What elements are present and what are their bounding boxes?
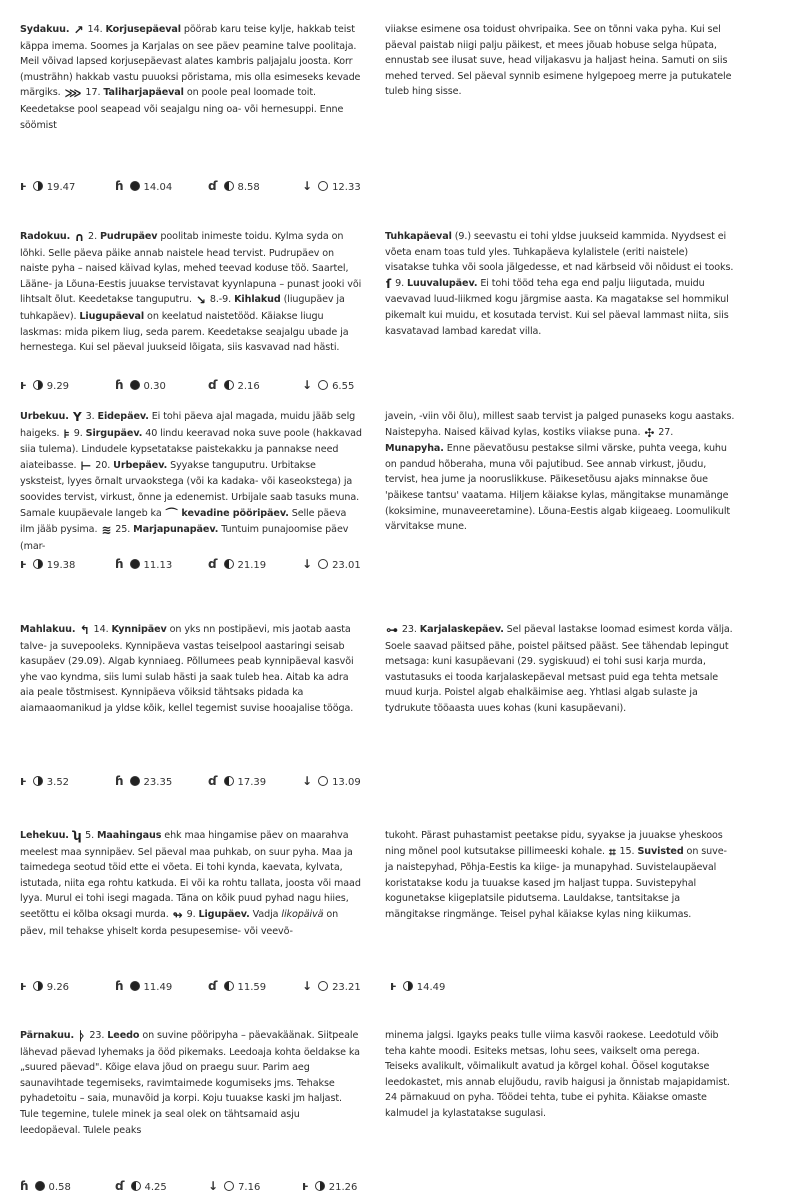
text-run: likopäivä [281,908,324,920]
moon-glyph-icon: ⱶ [20,378,27,392]
left-column-text [20,229,362,356]
moon-phase-time: 17.39 [237,777,267,788]
text-run: 8.-9. [206,294,235,306]
moon-phase-time: 11.49 [143,982,173,993]
moon-phase-time: 21.19 [237,560,267,571]
moon-glyph-icon: ↓ [302,378,313,392]
moon-phase-icon [315,1181,325,1191]
runic-symbol-icon: ↰ [79,623,90,637]
moon-phase-icon [33,181,43,191]
moon-phase-time: 4.25 [144,1182,167,1193]
moon-glyph-icon: ɦ [115,979,124,993]
moon-glyph-icon: ɗ [208,179,218,193]
moon-glyph-icon: ⱶ [20,557,27,571]
holiday-name: Mahlakuu. [20,624,79,635]
moon-glyph-icon: ⱶ [390,979,397,993]
runic-symbol-icon: ⊧ [63,426,70,441]
holiday-name: kevadine pööripäev. [181,507,289,519]
moon-phase-icon [403,981,413,991]
moon-phase-icon [131,1181,141,1191]
moon-phase-time: 0.30 [143,381,166,392]
text-run: 17. [82,87,104,99]
moon-phase-item [302,978,361,996]
holiday-name: Kynnipäev [111,624,167,635]
runic-symbol-icon: ↗ [73,23,84,37]
holiday-name: Urbepäev. [113,459,168,471]
holiday-name: Ligupäev. [198,908,250,920]
runic-symbol-icon: ᚦ [78,1029,86,1043]
moon-phase-item [20,773,69,791]
holiday-name: Kihlakud [234,294,281,306]
text-run: 9. [70,427,86,439]
moon-phase-item [115,377,166,395]
moon-glyph-icon: ɦ [115,774,124,788]
moon-phase-time: 14.04 [143,182,173,193]
right-column-text [385,229,735,339]
moon-phase-item [302,773,361,791]
moon-phase-icon [224,181,234,191]
text-run: 5. [82,830,97,841]
moon-glyph-icon: ɦ [115,557,124,571]
holiday-name: Lehekuu. [20,830,73,841]
text-run: viiakse esimene osa toidust ohvripaika. See on tõnni vaka pyha. Kui sel päeval paistab niigi palju päikest, et mees jõuab hobuse selga hüpata, ennustab see ilusat suve, head viljakasvu ja haljast heina. Samuti on siis mehed terved. Sel päeval synnib esimene hylgepoeg merre ja putukatele tuleb hing sisse. [385,24,732,98]
runic-symbol-icon: ⊢ [80,458,92,473]
moon-phase-icon [35,1181,45,1191]
moon-phase-time: 9.29 [46,381,70,392]
moon-phase-item [20,556,75,574]
moon-phase-icon [318,380,328,390]
moon-phase-time: 19.38 [46,560,76,571]
moon-phase-item [20,377,69,395]
moon-glyph-icon: ɗ [208,979,218,993]
moon-phase-icon [130,380,140,390]
moon-phase-item [20,1178,71,1196]
holiday-name: Liugupäeval [79,310,145,322]
moon-phase-item [302,1178,357,1196]
moon-phase-icon [130,559,140,569]
text-run: 9. [392,277,407,289]
runic-symbol-icon: ⊶ [386,623,398,637]
moon-phase-time: 13.09 [332,777,361,788]
moon-phase-item [20,178,75,196]
moon-phase-time: 21.26 [328,1182,358,1193]
moon-phase-icon [318,981,328,991]
moon-phase-icon [224,776,234,786]
runic-symbol-icon: ↘ [195,293,206,308]
text-run: ehk maa hingamise päev on maarahva meelest maa synnipäev. Sel päeval maa puhkab, on suur pyha. Maa ja taimedega seotud töid ette ei võeta. Ei tohi kynda, kaevata, kylvata, istutada, niita ega rohtu katkuda. Ei või ka rohtu tallata, joosta või maad lyya. Murul ei tohi isegi magada. Täna on kõik puud pyhad nagu hiies, seetõttu ei kõlba oksagi murda. [20,830,361,920]
moon-glyph-icon: ⱶ [20,979,27,993]
moon-phase-icon [318,776,328,786]
moon-glyph-icon: ↓ [302,979,313,993]
text-run: 14. [90,624,112,635]
moon-phase-item [115,1178,167,1196]
text-run: Enne päevatõusu pestakse silmi värske, puhta veega, kuhu on pandud hõberaha, muna või pajutibud. See annab virkust, jõudu, tervist, hea jume ja nooruslikkuse. Päikesetõusu ajaks minnakse õue 'päikese tantsu' vaatama. Hiljem käiakse kylas, mängitakse munamänge (koksimine, munaveeretamine). Lõuna-Eestis algab kiigeaeg. Loomulikult värvitakse mune. [385,443,731,533]
moon-glyph-icon: ɗ [115,1179,125,1193]
left-column-text [20,409,362,554]
moon-phase-icon [224,1181,234,1191]
right-column-text [385,622,735,717]
moon-phase-icon [130,181,140,191]
moon-glyph-icon: ↓ [302,557,313,571]
moon-phase-icon [318,181,328,191]
moon-phase-item [208,773,266,791]
runic-symbol-icon: ʮ [73,829,82,843]
moon-phase-icon [130,981,140,991]
moon-phase-time: 11.13 [143,560,173,571]
moon-glyph-icon: ɦ [115,179,124,193]
moon-phase-row [20,556,780,572]
text-run: poolitab inimeste toidu. Kylma syda on lõhki. Selle päeva päike annab naistele head tervist. Pudrupäev on naiste pyha – naised käivad kylas, mehed teevad koduse töö. Saartel, Lääne- ja Lõuna-Eestis juuakse tervistavat kyynlapuna – punast jooki või lihtsalt õlut. Keedetakse tanguputru. [20,231,362,306]
holiday-name: Sydakuu. [20,24,73,35]
moon-glyph-icon: ↓ [208,1179,219,1193]
moon-phase-time: 14.49 [416,982,446,993]
holiday-name: Urbekuu. [20,411,73,422]
text-run: on suvine pööripyha – päevakäänak. Siitpeale lähevad päevad lyhemaks ja ööd pikemaks. Leedoaja kohta öeldakse ka „suured päevad". Kõige elava jõud on praegu suur. Parim aeg saunavihtade tegemiseks, ravimtaimede kogumiseks jms. Tehakse pyhadetoitu – saia, munavõid ja korpi. Koju tuuakse kaski jm haljast. Tule tegemine, tulele minek ja seal olek on tähtsamaid asju leedopäeval. Tulele peaks [20,1030,360,1136]
moon-glyph-icon: ɦ [115,378,124,392]
moon-phase-time: 23.35 [143,777,173,788]
left-column-text [20,1028,362,1138]
runic-symbol-icon: ≋ [101,523,112,538]
moon-phase-item [115,178,172,196]
moon-phase-icon [224,981,234,991]
text-run: on poole peal loomade toit. Keedetakse pool seapead või seajalgu ning oa- või hernesuppi. Enne söömist [20,87,344,131]
text-run: Vadja [249,908,282,920]
moon-phase-time: 2.16 [237,381,260,392]
holiday-name: Marjapunapäev. [133,524,219,536]
text-run: 3. [82,411,98,422]
text-run: 27. [655,426,674,438]
runic-symbol-icon: ⌒ [165,506,178,521]
moon-glyph-icon: ⱶ [20,179,27,193]
text-run: 2. [85,231,100,242]
text-run: on suve- ja naistepyhad, Põhja-Eestis ka kiige- ja munapyhad. Suvistelaupäeval koristatakse kodu ja tuuakse kased jm haljast tuppa. Suvistepyhal kogunetakse kiigeplatsile pidutsema. Lauldakse, tantsitakse ja mängitakse ringmänge. Teisel pyhal käiakse kylas ning kiikumas. [385,845,727,920]
text-run: on yks nn postipäevi, mis jaotab aasta talve- ja suvepooleks. Kynnipäeva vastas teiselpool aastaringi seisab kasupäev (29.09). Algab kynniaeg. Põllumees peab kynnipäeval kasvõi yhe vao kyndma, siis lumi sulab hästi ja saak tuleb hea. Aitab ka adra aia peale tõstmisest. Kynnipäeva võiksid tähtsaks pidada ka aiamaaomanikud ja yldse kõik, kellel tegemist suvise hooajalise tööga. [20,624,354,714]
moon-phase-item [115,556,172,574]
moon-phase-item [208,377,260,395]
moon-phase-time: 7.16 [238,1182,261,1193]
text-run: tukoht. Pärast puhastamist peetakse pidu, syyakse ja juuakse yheskoos ning mõnel pool kutsutakse pillimeeski kohale. [385,830,723,857]
holiday-name: Korjusepäeval [105,24,181,35]
moon-glyph-icon: ɗ [208,557,218,571]
text-run: 9. [183,908,199,920]
holiday-name: Luuvalupäev. [406,277,478,289]
text-run: javein, -viin või õlu), millest saab tervist ja palged punaseks kogu aastaks. Naistepyha. Naised käivad kylas, kostiks viiakse puna. [385,411,735,438]
right-column-text [385,1028,735,1122]
moon-phase-item [208,556,266,574]
text-run: Syyakse tanguputru. Urbitakse ysksteist, lyyes õrnalt urvaokstega (või ka kadaka- või kaseokstega) ja soovides tervist, virkust, õnne ja edenemist. Urbijale saab tasuks muna. Samale kuupäevale langeb ka [20,459,360,519]
moon-phase-row [20,1178,780,1194]
moon-phase-item [208,1178,260,1196]
moon-phase-item [302,377,354,395]
text-run: pöörab karu teise kylje, hakkab teist käppa imema. Soomes ja Karjalas on see päev peamine talve poolitaja. Meil võivad lapsed korjusepäevast alates kambris paljajalu joosta. Korr (musträhn) hakkab vastu puuoksi põristama, mis olla esimeseks kevade märgiks. [20,24,361,99]
holiday-name: Pudrupäev [99,231,158,242]
moon-phase-time: 0.58 [48,1182,71,1193]
moon-phase-time: 9.26 [46,982,70,993]
text-run: Ei tohi tööd teha ega end palju liigutada, muidu vaevavad luud-liikmed kogu järgmise aasta. Ka magatakse sel hommikul pikemalt kui muidu, et kosutada tervist. Kui sel päeval lammast niita, siis kasvatavad lambad karedat villa. [385,277,729,337]
text-run: 23. [86,1030,108,1041]
moon-phase-time: 11.59 [237,982,267,993]
moon-phase-icon [130,776,140,786]
holiday-name: Pärnakuu. [20,1030,78,1041]
right-column-text [385,828,735,923]
moon-glyph-icon: ɗ [208,378,218,392]
runic-symbol-icon: ⌗ [608,844,616,859]
text-run: 20. [92,459,114,471]
left-column-text [20,828,362,939]
holiday-name: Suvisted [637,845,684,857]
text-run: Sel päeval lastakse loomad esimest korda välja. Soele saavad päitsed pähe, poistel päitsed pääst. See tähendab lepingut metsaga: kuni kasupäevani (29. sygiskuud) ei tohi susi karja murda, vastutasuks ei tooda karjalaskepäeval metsast puid ega tehta metsale muud kurja. Poistel algab ehalkäimise aeg. Yhtlasi algab sulaste ja tydrukute tööaasta uues kohas (kuni kasupäevani). [385,624,733,714]
holiday-name: Sirgupäev. [85,427,143,439]
runic-symbol-icon: ⋙ [64,86,82,101]
runic-symbol-icon: ↬ [172,907,183,922]
moon-phase-icon [224,380,234,390]
holiday-name: Taliharjapäeval [103,87,184,99]
moon-glyph-icon: ɗ [208,774,218,788]
left-column-text [20,622,362,717]
moon-phase-item [390,978,445,996]
runic-symbol-icon: ſ [386,276,392,291]
moon-glyph-icon: ⱶ [20,774,27,788]
moon-phase-item [20,978,69,996]
moon-phase-icon [33,776,43,786]
holiday-name: Maahingaus [96,830,162,841]
left-column-text [20,22,362,133]
moon-phase-item [115,978,172,996]
moon-glyph-icon: ɦ [20,1179,29,1193]
moon-phase-icon [318,559,328,569]
text-run: minema jalgsi. Igayks peaks tulle viima kasvõi raokese. Leedotuld võib teha kahte moodi. Esiteks metsas, lohu sees, vaikselt oma perega. Teiseks avalikult, võimalikult avatud ja kõrgel kohal. Öösel kogutakse leedokastet, mis annab elujõudu, ravib haigusi ja õnnistab majapidamist. 24 pärnakuud on pyha. Töödei tehta, tube ei pyhita. Käiakse omaste kalmudel ja kylastatakse sugulasi. [385,1030,730,1119]
moon-phase-row [20,773,780,789]
moon-phase-item [302,556,361,574]
moon-phase-time: 12.33 [332,182,361,193]
moon-phase-time: 19.47 [46,182,76,193]
moon-glyph-icon: ⱶ [302,1179,309,1193]
text-run: 14. [84,24,106,35]
text-run: Ei tohi päeva ajal magada, muidu jääb selg haigeks. [20,411,356,439]
moon-phase-time: 3.52 [46,777,70,788]
holiday-name: Munapyha. [385,443,444,455]
moon-phase-time: 23.21 [332,982,361,993]
holiday-name: Karjalaskepäev. [419,624,504,635]
text-run: Tuntuim punajoomise päev (mar- [20,524,349,552]
holiday-name: Radokuu. [20,231,74,242]
moon-phase-icon [33,559,43,569]
moon-phase-icon [33,380,43,390]
text-run: on päev, mil tehakse yhiselt korda pesupesemise- või veevõ- [20,908,339,937]
text-run: 23. [398,624,420,635]
moon-phase-item [208,978,266,996]
runic-symbol-icon: ∩ [74,230,85,244]
holiday-name: Eidepäev. [97,411,149,422]
text-run: 15. [616,845,638,857]
text-run: on keelatud naistetööd. Käiakse liugu laskmas: mida pikem liug, seda parem. Keedetakse seajalgu ubade ja hernestega. Kui sel päeval juukseid lõigata, siis kasvavad nad hästi. [20,310,349,354]
runic-symbol-icon: ✣ [644,425,655,440]
moon-phase-item [115,773,172,791]
moon-phase-row [20,178,780,194]
moon-phase-item [208,178,260,196]
text-run: 40 lindu keeravad noka suve poole (hakkavad siia tulema). Lindudele kypsetatakse paistekakku ja pannakse need aiateibasse. [20,427,362,471]
moon-glyph-icon: ↓ [302,774,313,788]
right-column-text [385,22,735,100]
text-run: Selle päeva ilm jääb pysima. [20,507,347,536]
text-run: 25. [112,524,134,536]
text-run: (liugupäev ja tuhkapäev). [20,294,345,322]
runic-symbol-icon: Y [73,410,82,424]
moon-phase-item [302,178,361,196]
moon-phase-row [20,377,780,393]
moon-phase-time: 6.55 [332,381,355,392]
moon-phase-time: 23.01 [332,560,361,571]
moon-phase-time: 8.58 [237,182,260,193]
holiday-name: Leedo [107,1030,140,1041]
text-run: (9.) seevastu ei tohi yldse juukseid kammida. Nyydsest ei võeta enam toas tuld yles. Tuhkapäeva kylalistele (eriti naistele) visatakse tuhka või soola jälgedesse, et nad kärbseid või nõidust ei tooks. [385,231,734,274]
moon-phase-icon [33,981,43,991]
holiday-name: Tuhkapäeval [385,231,452,242]
right-column-text [385,409,735,535]
moon-phase-icon [224,559,234,569]
moon-phase-row [20,978,780,994]
moon-glyph-icon: ↓ [302,179,313,193]
